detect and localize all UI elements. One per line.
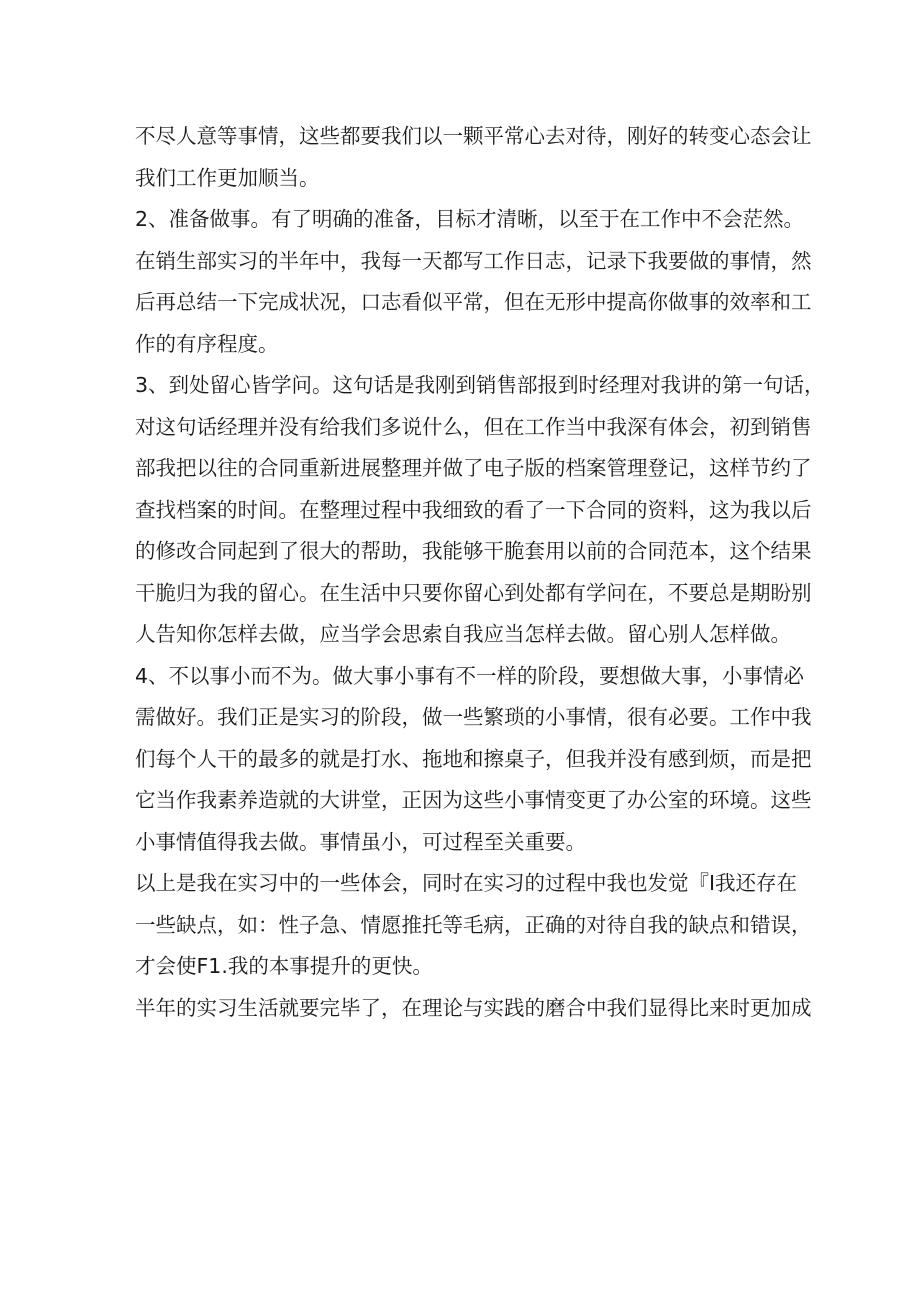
text-line: 部我把以往的合同重新进展整理并做了电子版的档案管理登记，这样节约了 <box>135 456 812 480</box>
text-line: 一些缺点，如：性子急、情愿推托等毛病，正确的对待自我的缺点和错误， <box>135 912 812 937</box>
paragraph-4 <box>135 656 812 864</box>
text-line: 2、准备做事。有了明确的准备，目标才清晰，以至于在工作中不会茫然。 <box>135 207 805 231</box>
paragraph-5 <box>135 863 812 988</box>
text-line: 的修改合同起到了很大的帮助，我能够干脆套用以前的合同范本，这个结果 <box>135 539 812 563</box>
text-line: 人告知你怎样去做，应当学会思索自我应当怎样去做。留心别人怎样做。 <box>135 622 791 646</box>
text-line: 对这句话经理并没有给我们多说什么，但在工作当中我深有体会，初到销售 <box>135 414 812 439</box>
text-line: 才会使F1.我的本事提升的更快。 <box>135 954 433 978</box>
text-line: 4、不以事小而不为。做大事小事有不一样的阶段，要想做大事，小事情必 <box>135 663 805 688</box>
text-line: 查找档案的时间。在整理过程中我细致的看了一下合同的资料，这为我以后 <box>135 497 812 522</box>
text-line: 以上是我在实习中的一些体会，同时在实习的过程中我也发觉『I我还存在 <box>135 871 798 895</box>
text-line: 3、到处留心皆学问。这句话是我刚到销售部报到时经理对我讲的第一句话， <box>135 373 825 397</box>
paragraph-3 <box>135 365 825 656</box>
text-line: 干脆归为我的留心。在生活中只要你留心到处都有学问在，不要总是期盼别 <box>135 580 812 605</box>
text-line: 作的有序程度。 <box>135 331 279 356</box>
text-line: 小事情值得我去做。事情虽小，可过程至关重要。 <box>135 829 586 854</box>
text-line: 我们工作更加顺当。 <box>135 165 320 190</box>
text-line: 它当作我素养造就的大讲堂，正因为这些小事情变更了办公室的环境。这些 <box>135 788 812 812</box>
text-line: 在销生部实习的半年中，我每一天都写工作日志，记录下我要做的事情，然 <box>135 248 812 273</box>
text-line: 们每个人干的最多的就是打水、拖地和擦桌子，但我并没有感到烦，而是把 <box>135 746 812 771</box>
text-line: 不尽人意等事情，这些都要我们以一颗平常心去对待，刚好的转变心态会让 <box>135 124 812 148</box>
text-line: 需做好。我们正是实习的阶段，做一些繁琐的小事情，很有必要。工作中我 <box>135 705 812 729</box>
text-line: 半年的实习生活就要完毕了，在理论与实践的磨合中我们显得比来时更加成 <box>135 995 812 1020</box>
text-line: 后再总结一下完成状况，口志看似平常，但在无形中提高你做事的效率和工 <box>135 290 812 314</box>
paragraph-2 <box>135 199 812 365</box>
paragraph-6 <box>135 988 812 1030</box>
paragraph-1 <box>135 116 812 199</box>
document-body <box>135 116 825 1029</box>
